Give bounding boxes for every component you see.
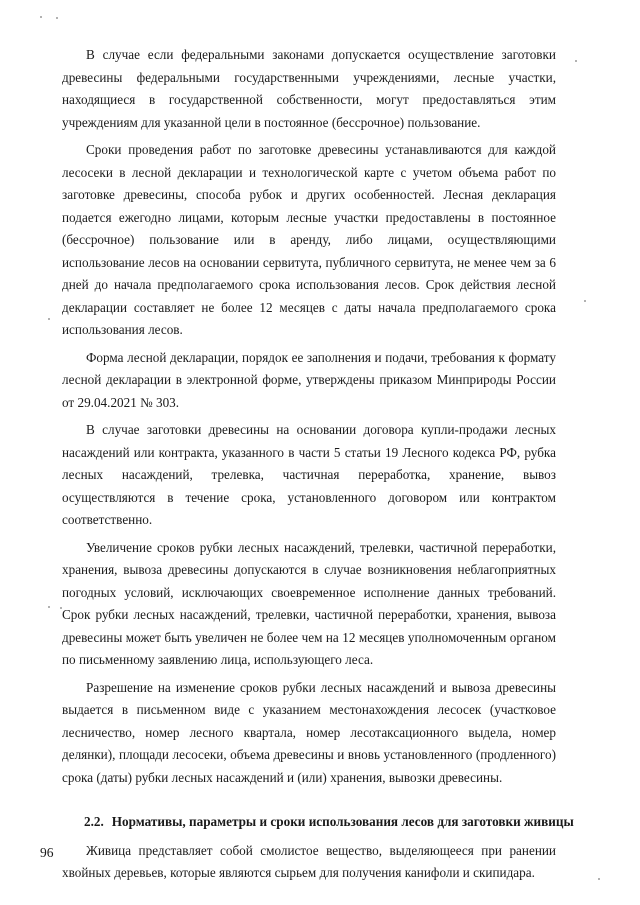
paragraph-4: В случае заготовки древесины на основании договора купли-продажи лесных насаждений или контракта, указанного в части 5 статьи 19 Лесного кодекса РФ, рубка лесных насаждений, трелевка, частичная переработка, хранение, вывоз осуществляются в течение срока, установленного договором или контрактом соответственно. xyxy=(62,422,556,527)
paragraph-5: Увеличение сроков рубки лесных насаждений, трелевки, частичной переработки, хранения, вывоза древесины допускаются в случае возникновения неблагоприятных погодных условий, исключающих своевременное исполнение данных требований. Срок рубки лесных насаждений, трелевки, частичной переработки, хранения, вывоза древесины может быть увеличен не более чем на 12 месяцев уполномоченным органом по письменному заявлению лица, использующего леса. xyxy=(62,539,556,667)
paragraph-3: Форма лесной декларации, порядок ее заполнения и подачи, требования к формату лесной декларации в электронной форме, утверждены приказом Минприроды России от 29.04.2021 № 303. xyxy=(62,349,556,410)
section-number: 2.2. xyxy=(84,814,104,829)
section-heading xyxy=(62,811,574,834)
scan-speck xyxy=(60,607,62,609)
scan-speck xyxy=(56,17,58,19)
section-title: Нормативы, параметры и сроки использования лесов для заготовки живицы xyxy=(111,814,574,829)
scan-speck xyxy=(48,606,50,608)
scan-speck xyxy=(40,16,42,18)
body-text xyxy=(62,44,574,890)
paragraph-2: Сроки проведения работ по заготовке древесины устанавливаются для каждой лесосеки в лесной декларации и технологической карте с учетом объема работ по заготовке древесины, способа рубок и других особенностей. Лесная декларация подается ежегодно лицами, которым лесные участки предоставлены в постоянное (бессрочное) пользование или в аренду, либо лицами, осуществляющими использование лесов на основании сервитута, публичного сервитута, не менее чем за 6 дней до начала предполагаемого срока использования лесов. Срок действия лесной декларации составляет не более 12 месяцев с даты начала предполагаемого срока использования лесов. xyxy=(62,142,556,337)
scan-speck xyxy=(584,300,586,302)
scan-speck xyxy=(598,878,600,880)
section-paragraph: Живица представляет собой смолистое вещество, выделяющееся при ранении хвойных деревьев, которые являются сырьем для получения канифоли и скипидара. xyxy=(62,842,556,880)
page-number: 96 xyxy=(40,845,54,860)
paragraph-1: В случае если федеральными законами допускается осуществление заготовки древесины федеральными государственными учреждениями, лесные участки, находящиеся в государственной собственности, могут предоставляться этим учреждениям для указанной цели в постоянное (бессрочное) пользование. xyxy=(62,47,556,130)
scan-speck xyxy=(48,318,50,320)
paragraph-6: Разрешение на изменение сроков рубки лесных насаждений и вывоза древесины выдается в письменном виде с указанием местонахождения лесосек (участковое лесничество, номер лесного квартала, номер лесотаксационного выдела, номер делянки), площади лесосеки, объема древесины и вновь установленного (продленного) срока (даты) рубки лесных насаждений и (или) хранения, вывозки древесины. xyxy=(62,679,556,785)
scan-speck xyxy=(575,60,577,62)
